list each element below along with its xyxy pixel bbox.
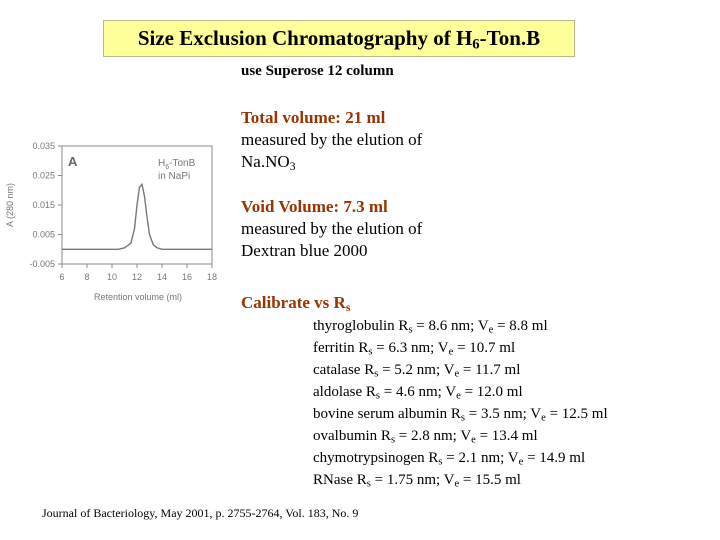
void-volume-line1: measured by the elution of: [241, 219, 423, 238]
rs-value: = 2.8 nm;: [395, 428, 461, 444]
rs-subscript: s: [366, 478, 371, 490]
total-volume-block: [241, 107, 422, 173]
slide-title: [103, 20, 575, 57]
ve-subscript: e: [454, 478, 460, 490]
y-tick-label: 0.035: [32, 141, 55, 151]
rs-subscript: s: [368, 346, 373, 358]
rs-label: R: [428, 450, 439, 466]
y-tick-label: 0.005: [32, 229, 55, 240]
title-tail: -Ton.B: [479, 26, 541, 50]
ve-label: V: [477, 318, 489, 334]
ve-label: V: [507, 450, 519, 466]
panel-letter: A: [68, 154, 78, 169]
void-volume-line2: Dextran blue 2000: [241, 241, 368, 260]
ve-value: = 12.0 ml: [460, 384, 523, 400]
rs-value: = 1.75 nm;: [370, 472, 444, 488]
protein-name: chymotrypsinogen: [313, 450, 429, 466]
protein-name: ovalbumin: [313, 428, 381, 444]
ve-subscript: e: [488, 324, 494, 336]
rs-label: R: [365, 384, 376, 400]
rs-value: = 6.3 nm;: [372, 340, 438, 356]
rs-label: R: [356, 472, 367, 488]
x-tick-label: 10: [106, 272, 118, 282]
calibration-list: [313, 315, 608, 491]
rs-value: = 2.1 nm;: [442, 450, 508, 466]
chromatogram-svg: [0, 138, 225, 308]
x-tick-label: 16: [181, 272, 193, 282]
ve-value: = 8.8 ml: [493, 318, 548, 334]
rs-label: R: [364, 362, 375, 378]
chromatogram-chart: [0, 138, 225, 308]
rs-label: R: [380, 428, 391, 444]
ve-label: V: [530, 406, 542, 422]
ve-value: = 14.9 ml: [523, 450, 586, 466]
total-volume-heading: Total volume: 21 ml: [241, 108, 386, 127]
ve-value: = 12.5 ml: [545, 406, 608, 422]
protein-name: catalase: [313, 362, 365, 378]
void-volume-heading: Void Volume: 7.3 ml: [241, 197, 388, 216]
calibration-row: [313, 315, 608, 337]
calibration-row: [313, 447, 608, 469]
protein-name: RNase: [313, 472, 357, 488]
ve-label: V: [445, 384, 457, 400]
x-tick-label: 12: [131, 272, 143, 282]
calibration-row: [313, 359, 608, 381]
void-volume-block: [241, 196, 422, 262]
rs-label: R: [358, 340, 369, 356]
calibration-row: [313, 403, 608, 425]
x-axis-label: Retention volume (ml): [93, 292, 183, 302]
citation: Journal of Bacteriology, May 2001, p. 2755-2764, Vol. 183, No. 9: [42, 506, 359, 520]
calibration-row: [313, 425, 608, 447]
ve-subscript: e: [456, 390, 461, 402]
x-tick-label: 6: [59, 272, 65, 282]
x-tick-label: 14: [156, 272, 168, 282]
rs-value: = 5.2 nm;: [378, 362, 444, 378]
protein-name: aldolase: [313, 384, 366, 400]
calibrate-heading: Calibrate vs $R_s$: [241, 293, 351, 314]
rs-label: R: [398, 318, 409, 334]
ve-label: V: [443, 472, 455, 488]
y-tick-label: -0.005: [29, 259, 55, 269]
rs-subscript: s: [374, 368, 379, 380]
title-text: Size Exclusion Chromatography of H: [137, 26, 473, 50]
protein-name: ferritin: [313, 340, 359, 356]
protein-name: bovine serum albumin: [313, 406, 451, 422]
rs-value: = 4.6 nm;: [380, 384, 446, 400]
total-volume-line1: measured by the elution of: [241, 130, 423, 149]
ve-subscript: e: [471, 434, 476, 446]
rs-subscript: s: [460, 412, 466, 424]
ve-subscript: e: [454, 368, 460, 380]
x-tick-label: 18: [206, 272, 218, 282]
legend-buffer: in NaPi: [158, 171, 191, 182]
ve-value: = 15.5 ml: [459, 472, 521, 488]
ve-label: V: [460, 428, 472, 444]
rs-label: R: [450, 406, 461, 422]
ve-subscript: e: [448, 346, 454, 358]
ve-subscript: e: [541, 412, 546, 424]
rs-subscript: s: [390, 434, 396, 446]
x-tick-label: 8: [84, 272, 90, 282]
y-axis-label: A (280 nm): [5, 182, 15, 228]
rs-subscript: s: [375, 390, 381, 402]
y-tick-label: 0.015: [32, 200, 55, 210]
legend-series-name: $H_6$-TonB: [158, 158, 196, 171]
protein-name: thyroglobulin: [313, 318, 399, 334]
ve-label: V: [443, 362, 455, 378]
calibration-row: [313, 469, 608, 491]
y-tick-label: 0.025: [32, 170, 55, 181]
calibration-row: [313, 337, 608, 359]
ve-label: V: [437, 340, 449, 356]
ve-subscript: e: [518, 456, 524, 468]
column-note: use Superose 12 column: [241, 63, 394, 79]
title-subscript: 6: [472, 36, 480, 53]
rs-value: = 3.5 nm;: [465, 406, 531, 422]
ve-value: = 13.4 ml: [475, 428, 538, 444]
ve-value: = 11.7 ml: [459, 362, 521, 378]
ve-value: = 10.7 ml: [453, 340, 516, 356]
rs-subscript: s: [408, 324, 413, 336]
calibration-row: [313, 381, 608, 403]
total-volume-line2: $Na.NO_3$: [241, 152, 296, 173]
rs-value: = 8.6 nm;: [412, 318, 478, 334]
rs-subscript: s: [438, 456, 443, 468]
